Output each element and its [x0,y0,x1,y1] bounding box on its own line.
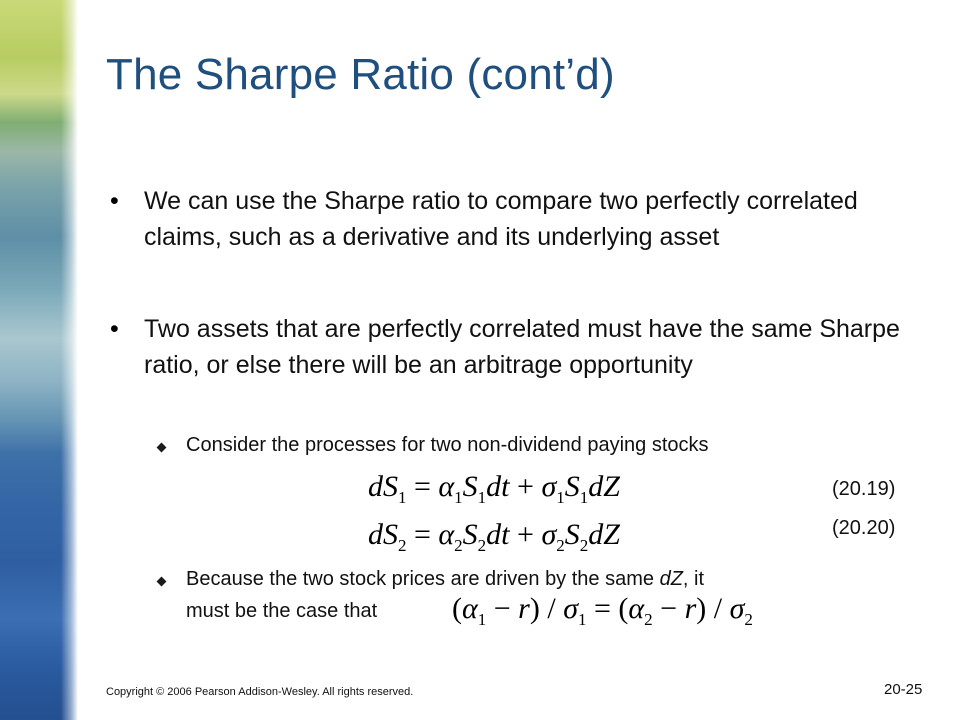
page-number: 20-25 [884,681,923,698]
sub-bullet-text-processes: Consider the processes for two non-dividend paying stocks [186,434,709,456]
decorative-side-banner [0,0,78,720]
bullet-text-sharpe-compare: We can use the Sharpe ratio to compare two perfectly correlated claims, such as a derivative and its underlying asset [144,187,858,251]
equation-20-19: $dS_1 = \alpha_1S_1dt + \sigma_1S_1dZ$ [368,470,620,507]
bullet-text-arbitrage: Two assets that are perfectly correlated must have the same Sharpe ratio, or else there will be an arbitrage opportunity [144,315,900,379]
sub-bullet-text-same-dz: Because the two stock prices are driven by the same dZ, it [186,568,705,590]
diamond-bullet-icon [157,443,167,453]
bullet-marker: • [110,187,119,215]
dz-term: dZ [659,568,683,590]
copyright-footer: Copyright © 2006 Pearson Addison-Wesley. All rights reserved. [106,686,414,698]
diamond-bullet-icon [157,577,167,587]
equation-20-20: $dS_2 = \alpha_2S_2dt + \sigma_2S_2dZ$ [368,518,620,555]
bullet-marker: • [110,315,119,343]
slide-title: The Sharpe Ratio (cont’d) [106,50,615,99]
equation-number: (20.19) [832,478,896,500]
sharpe-equality-equation: $(\alpha_1 - r) / \sigma_1 = (\alpha_2 - r) / \sigma_2$ [452,592,753,629]
sub-bullet-text-case: must be the case that [186,600,378,622]
equation-number: (20.20) [832,517,896,539]
